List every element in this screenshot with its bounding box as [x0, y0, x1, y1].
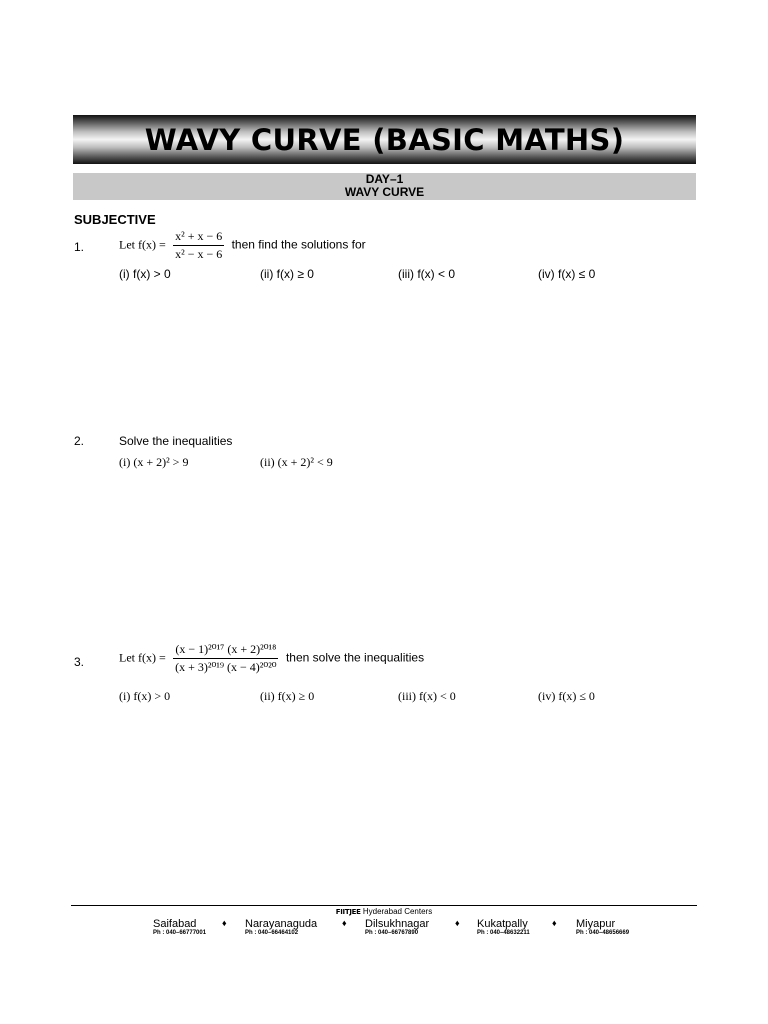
question-3-denominator: (x + 3)²⁰¹⁹ (x − 4)²⁰²⁰: [175, 660, 277, 674]
center-kukatpally: [477, 918, 530, 936]
question-3-number: 3.: [74, 655, 85, 669]
question-3-part-3: (iii) f(x) < 0: [398, 689, 456, 703]
center-miyapur: [576, 918, 629, 936]
question-3-lead: Let f(x) =: [119, 650, 166, 665]
section-heading: SUBJECTIVE: [74, 212, 156, 227]
question-3-numerator: (x − 1)²⁰¹⁷ (x + 2)²⁰¹⁸: [173, 642, 278, 659]
footer-title-text: Hyderabad Centers: [362, 907, 433, 916]
question-3-part-2: (ii) f(x) ≥ 0: [260, 689, 315, 703]
question-1-statement: [119, 229, 366, 262]
question-3-part-4: (iv) f(x) ≤ 0: [538, 689, 595, 703]
question-2-number: 2.: [74, 434, 85, 448]
separator-diamond: ♦: [455, 918, 460, 928]
question-3-statement: [119, 642, 424, 675]
center-name: Saifabad: [153, 918, 197, 930]
center-name: Miyapur: [576, 918, 616, 930]
question-2-part-2: (ii) (x + 2)² < 9: [260, 455, 333, 469]
question-1-part-4: (iv) f(x) ≤ 0: [538, 267, 596, 281]
question-1-trail: then find the solutions for: [231, 237, 366, 252]
footer-divider: [71, 905, 697, 906]
page-title: WAVY CURVE (BASIC MATHS): [144, 122, 625, 157]
question-1-denominator: x² − x − 6: [175, 247, 223, 261]
brand-logo: FIITJEE: [335, 908, 361, 916]
question-1-part-2: (ii) f(x) ≥ 0: [260, 267, 314, 281]
center-phone: Ph : 040–48632211: [477, 930, 530, 936]
separator-diamond: ♦: [222, 918, 227, 928]
center-phone: Ph : 040–66464102: [245, 930, 299, 936]
question-1-part-3: (iii) f(x) < 0: [398, 267, 455, 281]
question-1-fraction: [173, 229, 224, 262]
question-3-fraction: [173, 642, 279, 675]
day-label: DAY–1: [365, 172, 404, 186]
question-1-lead: Let f(x) =: [119, 237, 166, 252]
topic-label: WAVY CURVE: [344, 185, 425, 199]
center-saifabad: [153, 918, 206, 936]
separator-diamond: ♦: [342, 918, 347, 928]
center-phone: Ph : 040–66777001: [153, 930, 207, 936]
center-name: Dilsukhnagar: [365, 918, 430, 930]
separator-diamond: ♦: [552, 918, 557, 928]
center-name: Narayanaguda: [245, 918, 318, 930]
question-2-text: Solve the inequalities: [119, 434, 233, 448]
center-phone: Ph : 040–48656669: [576, 930, 630, 936]
title-banner: [73, 115, 696, 164]
question-2-part-1: (i) (x + 2)² > 9: [119, 455, 189, 469]
question-1-part-1: (i) f(x) > 0: [119, 267, 171, 281]
day-band: [73, 173, 696, 200]
question-1-numerator: x² + x − 6: [173, 229, 224, 246]
center-dilsukhnagar: [365, 918, 429, 936]
center-phone: Ph : 040–66767890: [365, 930, 419, 936]
question-1-number: 1.: [74, 240, 85, 254]
question-3-part-1: (i) f(x) > 0: [119, 689, 171, 703]
question-3-trail: then solve the inequalities: [285, 650, 425, 665]
center-narayanaguda: [245, 918, 317, 936]
center-name: Kukatpally: [477, 918, 528, 930]
footer-title: [0, 907, 768, 916]
